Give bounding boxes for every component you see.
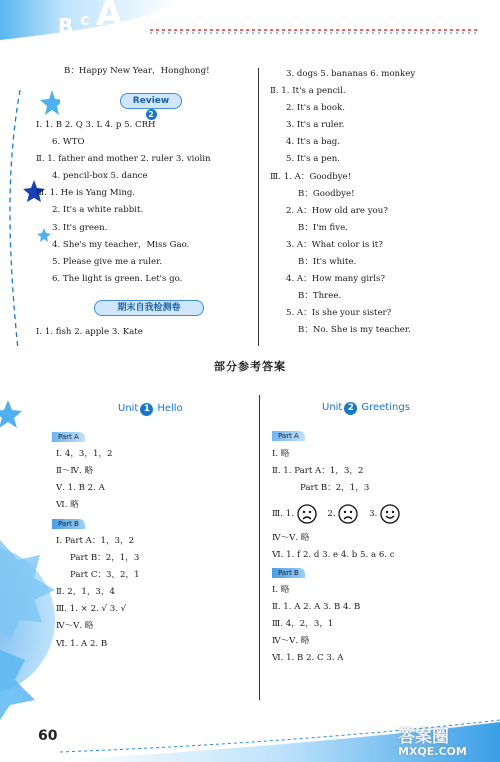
answer-line: 5. It's a pen. [286, 154, 340, 165]
left-decoration [0, 0, 60, 762]
answer-line: Ⅵ. 1. A 2. B [56, 638, 108, 649]
answer-line: B：No. She is my teacher. [298, 325, 411, 336]
answer-line: 5. Please give me a ruler. [52, 256, 163, 267]
faces-number-3: 3. [369, 509, 378, 519]
answer-line: B：Three. [298, 291, 342, 302]
top-column-divider [258, 68, 259, 346]
exam-answers [36, 324, 256, 341]
unit2-part-a-answers [272, 446, 492, 497]
answer-line: Ⅱ. 2，1，3，4 [56, 587, 115, 598]
answer-line: Ⅰ. 1. B 2. Q 3. L 4. p 5. CRH [36, 120, 156, 130]
unit2-label: Unit [322, 402, 343, 413]
answer-line: Ⅱ. 1. father and mother 2. ruler 3. violin [36, 154, 211, 165]
answer-line: Ⅰ. 4，3，1，2 [56, 449, 113, 459]
answer-line: 2. A：How old are you? [286, 205, 388, 216]
unit2-heading [322, 402, 410, 415]
answer-line: Ⅳ～Ⅴ. 略 [272, 636, 310, 647]
faces-answer-line [272, 503, 400, 525]
answer-line: Ⅵ. 1. B 2. C 3. A [272, 653, 344, 664]
review-badge [120, 93, 182, 119]
answer-line: Part C：3，2，1 [70, 570, 140, 581]
answer-line: B：Goodbye! [298, 188, 355, 199]
answer-line: 5. A：Is she your sister? [286, 308, 392, 319]
answer-line: 4. A：How many girls? [286, 274, 386, 285]
answer-line: 3. A：What color is it? [286, 239, 383, 250]
section-title: 部分参考答案 [214, 360, 286, 373]
exam-badge [94, 300, 204, 316]
answer-line: Ⅰ. 1. fish 2. apple 3. Kate [36, 327, 143, 337]
unit2-part-b-answers [272, 582, 492, 667]
answer-line: Ⅱ～Ⅳ. 略 [56, 466, 94, 477]
answer-line: B：Happy New Year，Honghong! [64, 66, 210, 76]
unit1-label: Unit [118, 403, 139, 414]
answer-line: Ⅱ. 1. A 2. A 3. B 4. B [272, 602, 361, 613]
sad-face-icon [297, 504, 317, 524]
answer-line: 4. She's my teacher，Miss Gao. [52, 239, 190, 250]
review-answers [36, 117, 256, 288]
review-number: 2 [146, 109, 157, 120]
faces-number-2: 2. [327, 509, 336, 519]
unit2-number: 2 [344, 402, 357, 415]
answer-line: Ⅱ. 1. It's a pencil. [270, 86, 346, 97]
answer-line: Ⅲ. 1. × 2. √ 3. √ [56, 604, 127, 615]
answer-line: 2. It's a white rabbit. [52, 205, 144, 216]
answer-line: Ⅲ. 1. A：Goodbye! [270, 171, 352, 182]
answer-line: Ⅰ. 略 [272, 449, 290, 459]
answer-line: Ⅲ. 4，2，3，1 [272, 619, 334, 630]
answer-line: Ⅳ～Ⅴ. 略 [272, 533, 310, 543]
answer-line: B：I'm five. [298, 222, 348, 233]
answer-line: B：It's white. [298, 257, 357, 268]
unit1-part-b-tag: Part B [52, 519, 85, 529]
page-number: 60 [38, 728, 58, 744]
answer-line: 2. It's a book. [286, 103, 345, 114]
answer-line: Ⅵ. 略 [56, 500, 79, 511]
bottom-column-divider [259, 395, 260, 700]
unit2-part-a-answers-cont [272, 530, 492, 564]
faces-prefix: Ⅲ. 1. [272, 509, 294, 519]
answer-line: Ⅵ. 1. f 2. d 3. e 4. b 5. a 6. c [272, 550, 395, 561]
answer-line: Ⅴ. 1. B 2. A [56, 483, 105, 494]
unit1-number: 1 [140, 403, 153, 416]
unit1-name: Hello [157, 403, 183, 414]
left-top-column [36, 63, 256, 80]
answer-line: Ⅳ～Ⅴ. 略 [56, 621, 94, 632]
answer-line: Ⅰ. Part A：1，3，2 [56, 536, 135, 546]
unit1-part-b-answers [56, 533, 256, 653]
answer-line: Ⅲ. 1. He is Yang Ming. [36, 188, 136, 199]
answer-line: Ⅱ. 1. Part A：1，3，2 [272, 466, 364, 477]
star-icon [40, 90, 60, 115]
answer-line: 4. It's a bag. [286, 137, 340, 148]
answer-line: 3. It's a ruler. [286, 120, 345, 131]
right-top-column [270, 66, 495, 340]
watermark [398, 722, 498, 760]
watermark-text-1: 答案圈 [398, 727, 449, 747]
unit1-heading [118, 403, 183, 416]
answer-line: 4. pencil-box 5. dance [52, 171, 148, 182]
letter-b: B [58, 14, 74, 38]
sad-face-icon [338, 504, 358, 524]
happy-face-icon [380, 504, 400, 524]
star-icon [0, 400, 22, 428]
unit1-part-a-answers [56, 446, 256, 514]
unit2-part-b-tag: Part B [272, 568, 305, 578]
unit2-name: Greetings [361, 402, 410, 413]
unit1-part-a-tag: Part A [52, 432, 85, 442]
answer-line: 3. dogs 5. bananas 6. monkey [286, 69, 416, 79]
watermark-text-2: MXQE.COM [398, 745, 467, 758]
review-label: Review [132, 96, 170, 106]
letter-a: A [96, 0, 123, 34]
answer-line: Part B：2，1，3 [70, 553, 140, 564]
answer-line: Part B：2，1，3 [300, 483, 370, 494]
header-band [0, 0, 500, 45]
exam-label: 期末自我检测卷 [117, 303, 181, 313]
unit2-part-a-tag: Part A [272, 431, 305, 441]
answer-line: 6. WTO [52, 137, 85, 148]
answer-line: Ⅰ. 略 [272, 585, 290, 595]
answer-line: 6. The light is green. Let's go. [52, 273, 183, 284]
letter-c: c [80, 10, 90, 29]
answer-line: 3. It's green. [52, 222, 108, 233]
